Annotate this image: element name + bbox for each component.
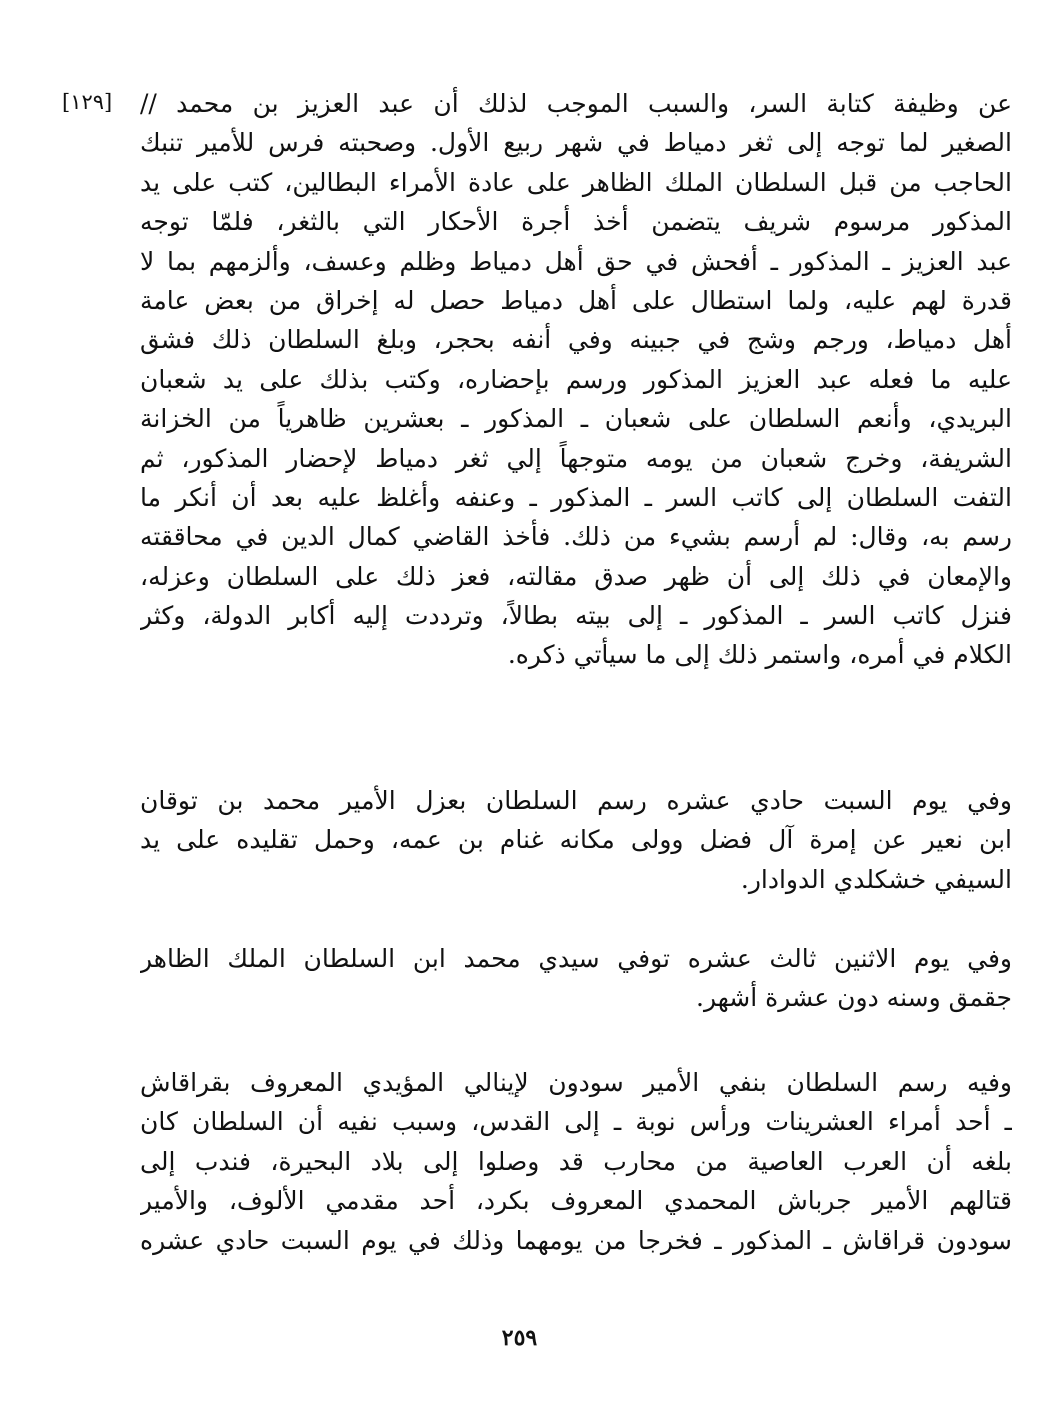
text-line: عن وظيفة كتابة السر، والسبب الموجب لذلك أن عبد العزيز بن محمد //	[140, 89, 1012, 118]
text-line: الشريفة، وخرج شعبان من يومه متوجهاً إلي ثغر دمياط لإحضار المذكور، ثم	[140, 443, 1012, 473]
text-line: جقمق وسنه دون عشرة أشهر.	[696, 983, 1012, 1013]
text-line: وفيه رسم السلطان بنفي الأمير سودون لإينالي المؤيدي المعروف بقراقاش	[140, 1068, 1012, 1097]
text-line: البريدي، وأنعم السلطان على شعبان ـ المذكور ـ بعشرين ظاهرياً من الخزانة	[140, 404, 1012, 434]
text-line: الحاجب من قبل السلطان الملك الظاهر على عادة الأمراء البطالين، كتب على يد	[140, 167, 1012, 197]
paragraph-1	[140, 84, 1012, 675]
text-line: والإمعان في ذلك إلى أن ظهر صدق مقالته، فعز ذلك على السلطان وعزله،	[140, 561, 1012, 591]
text-line: وفي يوم السبت حادي عشره رسم السلطان بعزل الأمير محمد بن توقان	[140, 786, 1012, 815]
text-line: أهل دمياط، ورجم وشج في جبينه وفي أنفه بحجر، وبلغ السلطان ذلك فشق	[140, 325, 1012, 355]
text-line: قدرة لهم عليه، ولما استطال على أهل دمياط حصل له إخراق من بعض عامة	[140, 285, 1012, 315]
text-line: الكلام في أمره، واستمر ذلك إلى ما سيأتي ذكره.	[507, 640, 1012, 670]
text-line: بلغه أن العرب العاصية من محارب قد وصلوا إلى بلاد البحيرة، فندب إلى	[140, 1146, 1012, 1176]
text-line: الصغير لما توجه إلى ثغر دمياط في شهر ربيع الأول. وصحبته فرس للأمير تنبك	[140, 128, 1012, 158]
page-number: ٢٥٩	[501, 1325, 538, 1351]
paragraph-4	[140, 1063, 1012, 1260]
page-reference-marker: [١٢٩]	[62, 90, 113, 114]
text-line: عليه ما فعله عبد العزيز المذكور ورسم بإحضاره، وكتب بذلك على يد شعبان	[140, 364, 1012, 394]
text-line: وفي يوم الاثنين ثالث عشره توفي سيدي محمد ابن السلطان الملك الظاهر	[140, 944, 1012, 973]
text-line: المذكور مرسوم شريف يتضمن أخذ أجرة الأحكار التي بالثغر، فلمّا توجه	[140, 207, 1012, 237]
text-line: التفت السلطان إلى كاتب السر ـ المذكور ـ وعنفه وأغلظ عليه بعد أن أنكر ما	[140, 482, 1012, 512]
text-line: سودون قراقاش ـ المذكور ـ فخرجا من يومهما وذلك في يوم السبت حادي عشره	[140, 1225, 1012, 1255]
text-line: فنزل كاتب السر ـ المذكور ـ إلى بيته بطالاً، وترددت إليه أكابر الدولة، وكثر	[140, 601, 1012, 631]
text-line: ابن نعير عن إمرة آل فضل وولى مكانه غنام بن عمه، وحمل تقليده على يد	[140, 825, 1012, 855]
paragraph-2	[140, 781, 1012, 899]
paragraph-3	[140, 939, 1012, 1018]
text-line: قتالهم الأمير جرباش المحمدي المعروف بكرد، أحد مقدمي الألوف، والأمير	[140, 1186, 1012, 1216]
text-line: السيفي خشكلدي الدوادار.	[740, 864, 1012, 894]
text-line: عبد العزيز ـ المذكور ـ أفحش في حق أهل دمياط وظلم وعسف، وألزمهم بما لا	[140, 246, 1012, 276]
text-line: ـ أحد أمراء العشرينات ورأس نوبة ـ إلى القدس، وسبب نفيه أن السلطان كان	[140, 1107, 1012, 1137]
text-line: رسم به، وقال: لم أرسم بشيء من ذلك. فأخذ القاضي كمال الدين في محاققته	[140, 522, 1012, 552]
